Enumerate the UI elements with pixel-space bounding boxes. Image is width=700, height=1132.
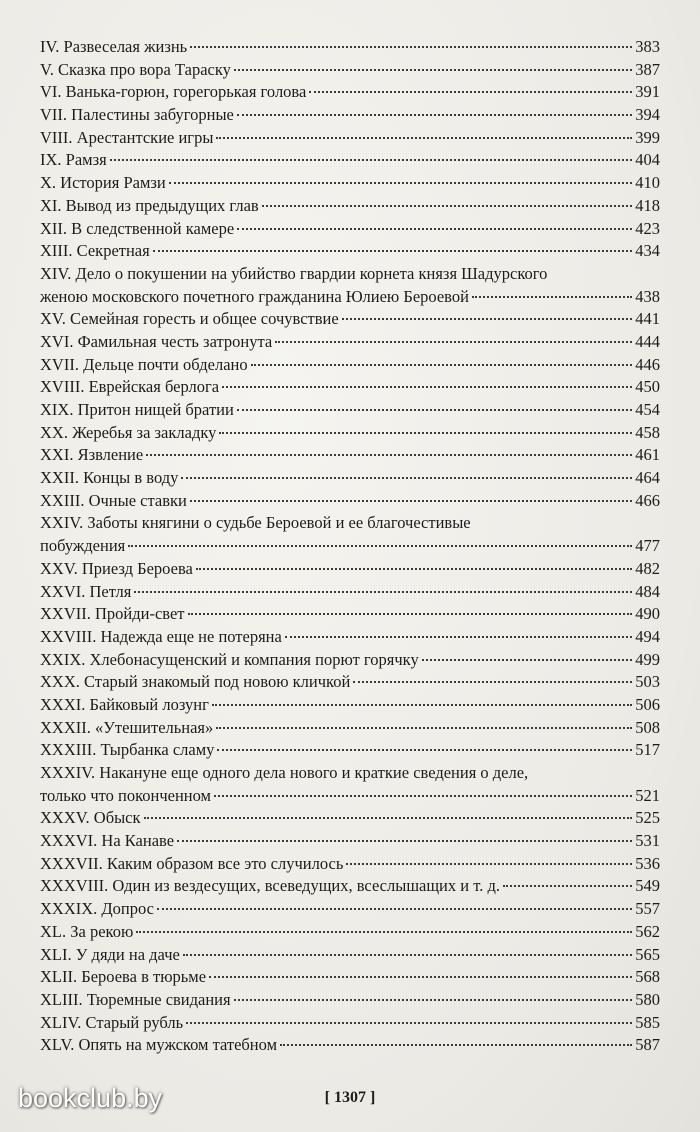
toc-entry-page: 580 <box>635 989 660 1009</box>
toc-entry <box>40 512 660 557</box>
dot-leader <box>222 385 632 388</box>
dot-leader <box>177 839 632 842</box>
toc-entry <box>40 830 660 853</box>
toc-entry-page: 399 <box>635 127 660 147</box>
dot-leader <box>275 340 632 343</box>
toc-entry-title: XXVII. Пройди-свет <box>40 604 185 624</box>
toc-entry-page: 434 <box>635 241 660 261</box>
toc-entry-title: XIV. Дело о покушении на убийство гвардии корнета князя Шадурского <box>40 263 548 283</box>
toc-entry-title: XL. За рекою <box>40 921 134 941</box>
toc-entry-page: 557 <box>635 899 660 919</box>
dot-leader <box>188 612 633 615</box>
toc-entry <box>40 376 660 399</box>
toc-entry-page: 517 <box>635 740 660 760</box>
dot-leader <box>262 204 633 207</box>
toc-entry-page: 383 <box>635 37 660 56</box>
toc-entry <box>40 717 660 740</box>
toc-entry-title: XXIII. Очные ставки <box>40 490 187 510</box>
toc-entry-page: 450 <box>635 377 660 397</box>
dot-leader <box>183 953 632 956</box>
toc-entry <box>40 762 660 807</box>
dot-leader <box>237 113 632 116</box>
toc-entry <box>40 807 660 830</box>
dot-leader <box>280 1043 632 1046</box>
toc-entry <box>40 626 660 649</box>
dot-leader <box>128 544 632 547</box>
toc-entry <box>40 1012 660 1035</box>
toc-entry-title: XXXI. Байковый лозунг <box>40 694 209 714</box>
toc-entry-title: XVI. Фамильная честь затронута <box>40 331 273 351</box>
toc-entry <box>40 921 660 944</box>
toc-entry <box>40 195 660 218</box>
dot-leader <box>186 1021 632 1024</box>
toc-entry-page: 391 <box>635 82 660 102</box>
toc-entry <box>40 444 660 467</box>
toc-entry <box>40 853 660 876</box>
toc-entry <box>40 59 660 82</box>
dot-leader <box>190 45 632 48</box>
toc-entry <box>40 81 660 104</box>
toc-entry-page: 562 <box>635 921 660 941</box>
dot-leader <box>209 975 632 978</box>
toc-entry-page: 484 <box>635 581 660 601</box>
toc-entry <box>40 308 660 331</box>
toc-entry-title: XIII. Секретная <box>40 241 150 261</box>
toc-entry <box>40 172 660 195</box>
toc-entry-title: XXII. Концы в воду <box>40 468 179 488</box>
dot-leader <box>217 748 632 751</box>
toc-entry-page: 418 <box>635 195 660 215</box>
toc-entry-title: XLV. Опять на мужском татебном <box>40 1035 278 1055</box>
toc-entry-title: XXXIII. Тырбанка сламу <box>40 740 215 760</box>
dot-leader <box>422 658 633 661</box>
toc-entry-title: VII. Палестины забугорные <box>40 105 234 125</box>
toc-entry-page: 441 <box>635 309 660 329</box>
toc-entry-title: XI. Вывод из предыдущих глав <box>40 195 259 215</box>
toc-entry-title: XVIII. Еврейская берлога <box>40 377 220 397</box>
toc-entry-title: XXXIX. Допрос <box>40 899 154 919</box>
toc-entry-title: XXIV. Заботы княгини о судьбе Бероевой и ее благочестивые <box>40 513 471 533</box>
toc-entry-page: 565 <box>635 944 660 964</box>
dot-leader <box>219 431 632 434</box>
toc-entry-title: XIX. Притон нищей братии <box>40 400 234 420</box>
toc-entry-page: 410 <box>635 173 660 193</box>
toc-entry-page: 531 <box>635 831 660 851</box>
toc-entry-title: XLIV. Старый рубль <box>40 1012 184 1032</box>
toc-entry-page: 423 <box>635 218 660 238</box>
toc-entry-title: VIII. Арестантские игры <box>40 127 214 147</box>
toc-entry-page: 458 <box>635 422 660 442</box>
toc-entry-page: 444 <box>635 331 660 351</box>
toc-entry <box>40 240 660 263</box>
toc-entry <box>40 467 660 490</box>
dot-leader <box>157 907 632 910</box>
toc-entry <box>40 694 660 717</box>
dot-leader <box>309 90 632 93</box>
toc-entry <box>40 558 660 581</box>
toc-entry-title: IV. Развеселая жизнь <box>40 37 188 56</box>
dot-leader <box>190 499 632 502</box>
toc-entry-title: XLIII. Тюремные свидания <box>40 989 231 1009</box>
dot-leader <box>216 726 632 729</box>
toc-entry <box>40 603 660 626</box>
toc-entry-page: 585 <box>635 1012 660 1032</box>
dot-leader <box>234 68 632 71</box>
dot-leader <box>169 181 633 184</box>
toc-entry-page: 494 <box>635 626 660 646</box>
toc-entry <box>40 671 660 694</box>
toc-entry-title: XLII. Бероева в тюрьме <box>40 967 207 987</box>
toc-entry <box>40 127 660 150</box>
toc-entry-page: 461 <box>635 445 660 465</box>
toc-entry <box>40 739 660 762</box>
toc-entry-page: 549 <box>635 876 660 896</box>
table-of-contents <box>40 36 660 1057</box>
toc-entry-page: 387 <box>635 59 660 79</box>
toc-entry-title: VI. Ванька-горюн, горегорькая голова <box>40 82 307 102</box>
dot-leader <box>346 862 632 865</box>
toc-entry-title: XVII. Дельце почти обделано <box>40 354 248 374</box>
toc-entry-page: 536 <box>635 853 660 873</box>
dot-leader <box>237 227 632 230</box>
toc-entry-title-continued: побуждения <box>40 536 126 556</box>
toc-entry <box>40 898 660 921</box>
dot-leader <box>251 363 633 366</box>
dot-leader <box>503 884 632 887</box>
toc-entry-title-continued: только что поконченном <box>40 785 212 805</box>
dot-leader <box>146 453 632 456</box>
toc-entry-title: XXXIV. Накануне еще одного дела нового и краткие сведения о деле, <box>40 763 529 783</box>
toc-entry-page: 394 <box>635 105 660 125</box>
toc-entry-page: 506 <box>635 694 660 714</box>
dot-leader <box>134 590 632 593</box>
toc-entry-title: XX. Жеребья за закладку <box>40 422 217 442</box>
toc-entry-title: IX. Рамзя <box>40 150 107 170</box>
dot-leader <box>285 635 632 638</box>
toc-entry-title: XXI. Язвление <box>40 445 144 465</box>
page-number: [ 1307 ] <box>324 1089 376 1106</box>
toc-entry <box>40 218 660 241</box>
toc-entry-page: 508 <box>635 717 660 737</box>
toc-entry-title: XXXVII. Каким образом все это случилось <box>40 853 344 873</box>
toc-entry <box>40 104 660 127</box>
toc-entry <box>40 875 660 898</box>
toc-entry-page: 490 <box>635 604 660 624</box>
toc-entry-title: XXV. Приезд Бероева <box>40 558 193 578</box>
toc-entry-page: 482 <box>635 558 660 578</box>
toc-entry <box>40 966 660 989</box>
toc-entry <box>40 354 660 377</box>
watermark: bookclub.by <box>18 1083 163 1113</box>
toc-entry <box>40 149 660 172</box>
toc-entry-title: XXXVI. На Канаве <box>40 831 175 851</box>
toc-entry <box>40 1034 660 1057</box>
toc-entry-title: XXXVIII. Один из вездесущих, всеведущих, всеслышащих и т. д. <box>40 876 500 896</box>
dot-leader <box>214 794 632 797</box>
dot-leader <box>110 158 633 161</box>
dot-leader <box>153 249 633 252</box>
toc-entry-page: 404 <box>635 150 660 170</box>
toc-entry <box>40 490 660 513</box>
toc-entry-title: XII. В следственной камере <box>40 218 235 238</box>
dot-leader <box>234 998 633 1001</box>
dot-leader <box>181 476 632 479</box>
dot-leader <box>353 680 632 683</box>
toc-entry-page: 464 <box>635 468 660 488</box>
toc-entry <box>40 36 660 59</box>
dot-leader <box>144 816 633 819</box>
toc-entry <box>40 422 660 445</box>
toc-entry-title: XXVI. Петля <box>40 581 132 601</box>
toc-entry-title: V. Сказка про вора Тараску <box>40 59 231 79</box>
toc-entry-title: X. История Рамзи <box>40 173 166 193</box>
dot-leader <box>342 317 633 320</box>
toc-entry-page: 525 <box>635 808 660 828</box>
dot-leader <box>212 703 632 706</box>
toc-entry <box>40 944 660 967</box>
dot-leader <box>196 567 632 570</box>
toc-entry <box>40 263 660 308</box>
toc-entry-title: XXVIII. Надежда еще не потеряна <box>40 626 282 646</box>
dot-leader <box>216 136 632 139</box>
toc-entry-page: 466 <box>635 490 660 510</box>
dot-leader <box>472 295 632 298</box>
toc-entry <box>40 331 660 354</box>
toc-entry-title: XXXII. «Утешительная» <box>40 717 214 737</box>
toc-entry <box>40 581 660 604</box>
toc-entry-title: XXXV. Обыск <box>40 808 141 828</box>
dot-leader <box>136 930 632 933</box>
toc-entry <box>40 989 660 1012</box>
toc-entry-title: XXIX. Хлебонасущенский и компания порют горячку <box>40 649 419 669</box>
toc-entry-title: XV. Семейная горесть и общее сочувствие <box>40 309 339 329</box>
dot-leader <box>237 408 632 411</box>
toc-entry-page: 446 <box>635 354 660 374</box>
toc-entry <box>40 649 660 672</box>
toc-entry-page: 568 <box>635 967 660 987</box>
toc-entry-page: 499 <box>635 649 660 669</box>
toc-entry-title: XLI. У дяди на даче <box>40 944 180 964</box>
toc-entry-page: 521 <box>635 785 660 805</box>
toc-entry <box>40 399 660 422</box>
toc-entry-page: 454 <box>635 400 660 420</box>
toc-entry-title: XXX. Старый знакомый под новою кличкой <box>40 672 351 692</box>
toc-entry-page: 587 <box>635 1035 660 1055</box>
toc-entry-page: 477 <box>635 536 660 556</box>
toc-entry-page: 503 <box>635 672 660 692</box>
toc-entry-page: 438 <box>635 286 660 306</box>
toc-entry-title-continued: женою московского почетного гражданина Юлиею Бероевой <box>40 286 469 306</box>
